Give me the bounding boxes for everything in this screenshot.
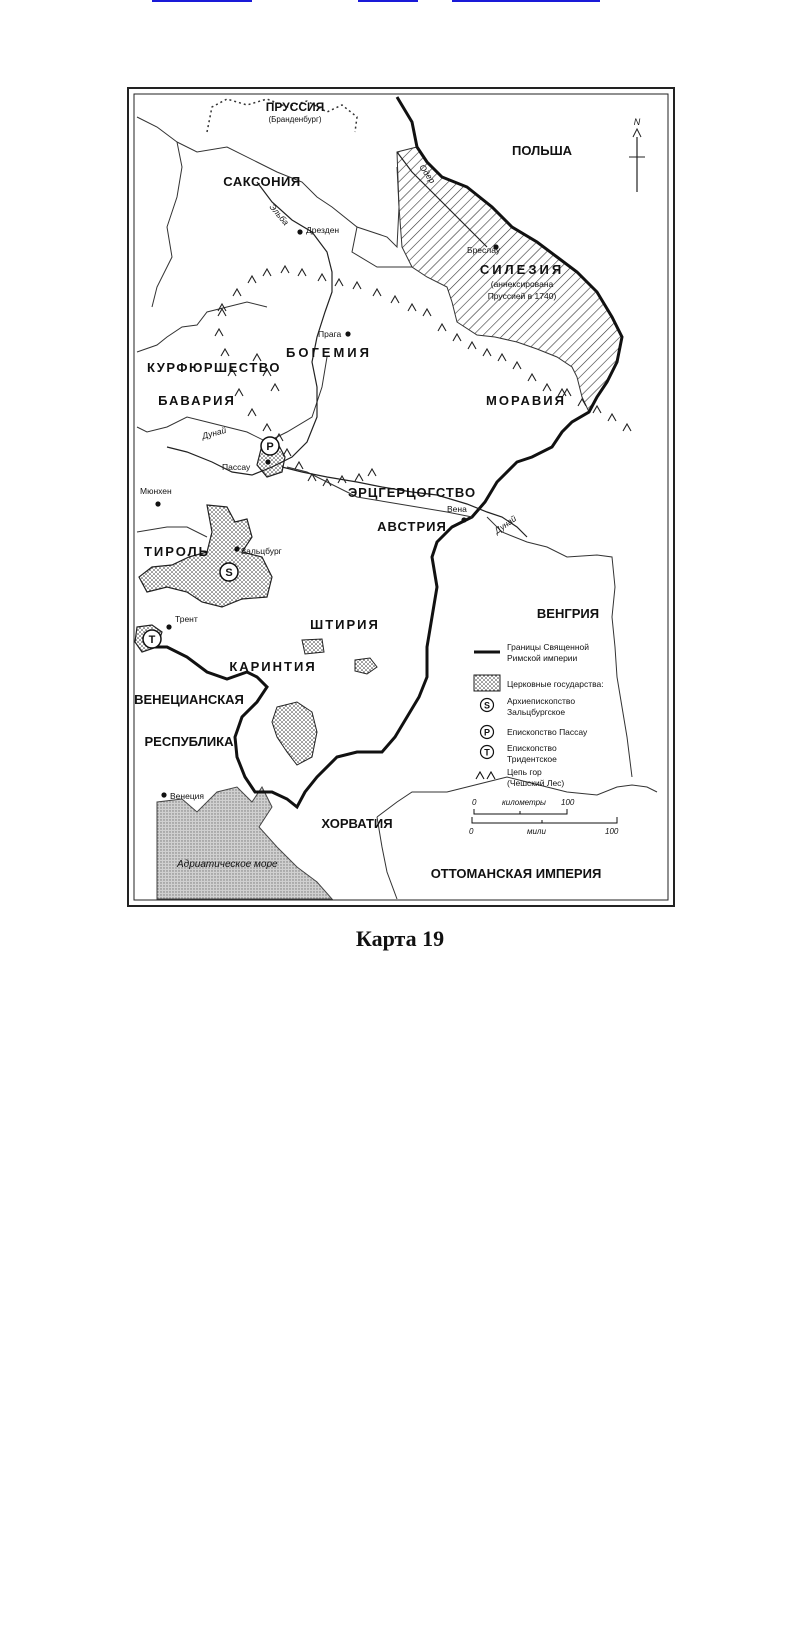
label-dresden: Дрезден — [306, 225, 340, 235]
passau-dot — [265, 459, 270, 464]
scale-km-0: 0 — [472, 798, 477, 807]
label-silesia: СИЛЕЗИЯ — [479, 262, 565, 277]
scale-mi-label: мили — [527, 827, 546, 836]
label-prague: Прага — [318, 329, 342, 339]
marker-passau — [261, 437, 279, 455]
label-tyrol: ТИРОЛЬ — [143, 544, 211, 559]
north-label: N — [633, 117, 641, 127]
prague-dot — [345, 331, 350, 336]
top-link-1[interactable] — [152, 0, 252, 2]
label-venice-2: РЕСПУБЛИКА — [144, 734, 234, 749]
legend-salzburg-1: Архиепископство — [507, 696, 576, 706]
label-danube-west: Дунай — [200, 424, 228, 441]
label-poland: ПОЛЬША — [511, 143, 573, 158]
label-silesia-note-2: Пруссией в 1740) — [487, 291, 557, 301]
legend-passau: Епископство Пассау — [507, 727, 588, 737]
label-moravia: МОРАВИЯ — [486, 393, 566, 408]
label-croatia: ХОРВАТИЯ — [321, 816, 393, 831]
label-saxony: САКСОНИЯ — [223, 174, 301, 189]
marker-p-label: P — [266, 441, 274, 453]
label-oder: Одер — [417, 162, 438, 186]
historical-map — [127, 87, 675, 907]
label-carinthia: КАРИНТИЯ — [229, 659, 317, 674]
legend-salzburg-2: Зальцбургское — [507, 707, 566, 717]
marker-s-label: S — [225, 567, 233, 579]
legend-church-swatch — [474, 675, 500, 691]
top-link-3[interactable] — [452, 0, 600, 2]
legend-mountains-2: (Чешский Лес) — [507, 778, 565, 788]
top-link-2[interactable] — [358, 0, 418, 2]
scale-km-label: километры — [502, 798, 546, 807]
venice-dot — [161, 792, 166, 797]
label-elbe: Эльба — [267, 201, 291, 228]
label-bavaria-2: БАВАРИЯ — [158, 393, 236, 408]
map-figure — [127, 87, 675, 907]
label-austria-2: АВСТРИЯ — [377, 519, 447, 534]
legend-s-icon: S — [483, 700, 491, 711]
legend-trent-1: Епископство — [507, 743, 557, 753]
dresden-dot — [297, 229, 302, 234]
marker-salzburg — [220, 563, 238, 581]
scale-km-100: 100 — [561, 798, 575, 807]
legend-mountains-1: Цепь гор — [507, 767, 542, 777]
label-breslau: Бреслау — [467, 245, 501, 255]
label-trent: Трент — [175, 614, 198, 624]
munich-dot — [155, 501, 160, 506]
label-prussia: ПРУССИЯ — [265, 100, 325, 114]
legend-church-states: Церковные государства: — [507, 679, 604, 689]
label-passau: Пассау — [222, 462, 251, 472]
label-bavaria-1: КУРФЮРШЕСТВО — [147, 360, 281, 375]
label-vienna: Вена — [447, 504, 467, 514]
marker-trent — [143, 630, 161, 648]
label-prussia-sub: (Бранденбург) — [268, 115, 322, 124]
legend-border-2: Римской империи — [507, 653, 578, 663]
legend-trent-2: Тридентское — [507, 754, 557, 764]
trent-dot — [166, 624, 171, 629]
label-venice: Венеция — [170, 791, 205, 801]
marker-t-label: T — [148, 634, 156, 646]
label-salzburg: Зальцбург — [241, 546, 282, 556]
scale-mi-100: 100 — [605, 827, 619, 836]
label-munich: Мюнхен — [140, 486, 172, 496]
map-caption: Карта 19 — [355, 926, 445, 951]
label-venice-1: ВЕНЕЦИАНСКАЯ — [134, 692, 244, 707]
legend-t-icon: T — [484, 747, 490, 758]
label-hungary: ВЕНГРИЯ — [536, 606, 600, 621]
label-ottoman: ОТТОМАНСКАЯ ИМПЕРИЯ — [430, 866, 602, 881]
legend-border-1: Границы Священной — [507, 642, 590, 652]
label-adriatic: Адриатическое море — [177, 859, 278, 870]
scale-mi-0: 0 — [469, 827, 474, 836]
church-enclave-1 — [302, 639, 324, 654]
label-austria-1: ЭРЦГЕРЦОГСТВО — [347, 485, 477, 500]
salzburg-dot — [234, 546, 239, 551]
label-silesia-note-1: (аннексирована — [490, 279, 554, 289]
vienna-dot — [461, 517, 466, 522]
label-styria: ШТИРИЯ — [310, 617, 380, 632]
label-bohemia: БОГЕМИЯ — [285, 345, 373, 360]
legend-p-icon: P — [483, 727, 491, 738]
label-danube-east: Дунай — [492, 513, 519, 536]
